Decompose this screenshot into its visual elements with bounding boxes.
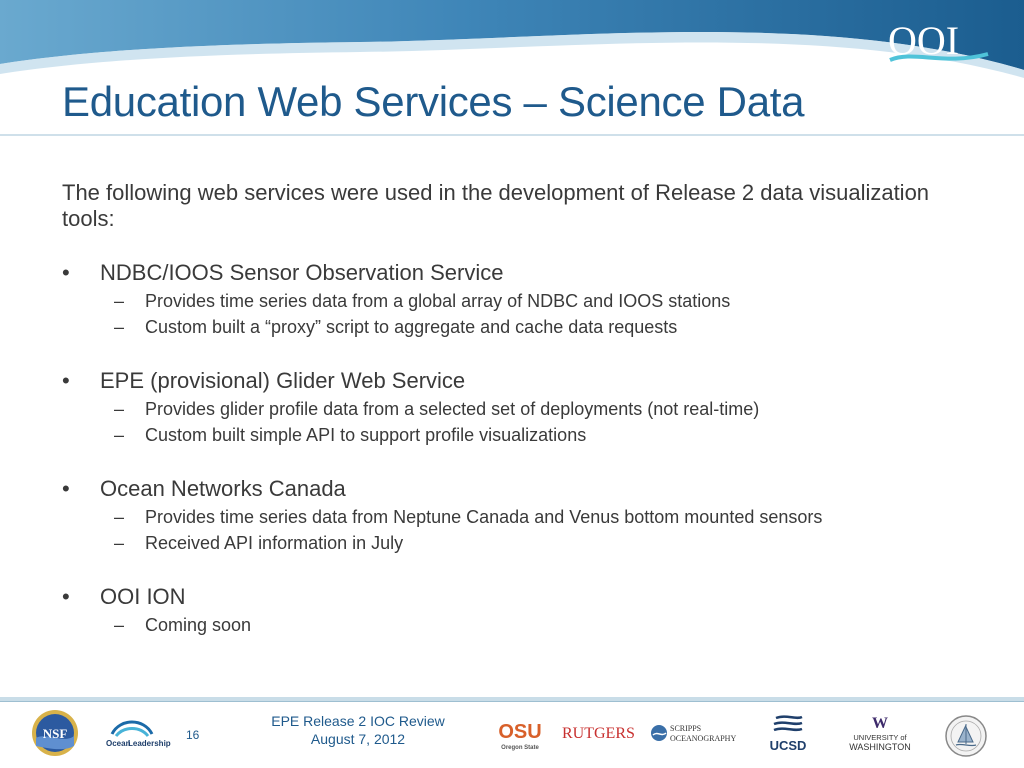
bullet-text: NDBC/IOOS Sensor Observation Service [100,260,504,285]
sub-bullet [62,396,982,422]
slide-title: Education Web Services – Science Data [62,78,805,125]
svg-text:OCEANOGRAPHY: OCEANOGRAPHY [670,734,737,743]
svg-text:UNIVERSITY of: UNIVERSITY of [853,733,907,742]
sub-bullet-text: Custom built simple API to support profile visualizations [145,425,587,445]
svg-text:Oregon State: Oregon State [501,745,539,751]
sub-bullet [62,612,982,638]
bullet-glyph: • [62,260,70,285]
bullet-section [62,582,982,638]
svg-text:Leadership: Leadership [128,739,171,748]
sub-bullet-text: Received API information in July [145,533,404,553]
dash-glyph: – [114,317,125,337]
osu-logo [500,714,540,754]
svg-text:W: W [872,715,888,732]
sub-bullet [62,314,982,340]
bullet-section [62,258,982,340]
sub-bullet-text: Custom built a “proxy” script to aggregate and cache data requests [145,317,678,337]
dash-glyph: – [114,615,125,635]
ocean-leadership-logo [104,712,171,758]
bullet-item [62,582,982,612]
title-divider [0,134,1024,136]
bullet-glyph: • [62,476,70,501]
svg-text:WASHINGTON: WASHINGTON [849,742,911,752]
bullet-item [62,474,982,504]
whoi-seal-logo [944,714,988,758]
sub-bullet [62,288,982,314]
dash-glyph: – [114,507,125,527]
footer-divider-line [0,701,1024,702]
bullet-item [62,258,982,288]
svg-text:OSU: OSU [498,721,542,743]
bullet-section [62,474,982,556]
svg-text:NSF: NSF [42,726,68,741]
sub-bullet [62,422,982,448]
footer-caption [250,712,466,748]
sub-bullet [62,530,982,556]
dash-glyph: – [114,425,125,445]
footer-line-2: August 7, 2012 [310,731,406,747]
nsf-logo [30,708,80,758]
ucsd-logo [762,712,814,756]
bullet-section [62,366,982,448]
scripps-logo [650,720,740,750]
svg-text:UCSD: UCSD [769,738,807,753]
sub-bullet-text: Provides glider profile data from a selected set of deployments (not real-time) [145,399,760,419]
sub-bullet-text: Coming soon [145,615,252,635]
svg-text:Ocean: Ocean [106,739,131,748]
bullet-text: OOI ION [100,584,186,609]
svg-text:OOI: OOI [888,18,960,63]
intro-text: The following web services were used in the development of Release 2 data visualization tools: [62,180,930,231]
rutgers-logo [560,718,636,748]
bullet-glyph: • [62,368,70,393]
sub-bullet-text: Provides time series data from a global array of NDBC and IOOS stations [145,291,731,311]
page-number: 16 [186,728,200,742]
bullet-text: Ocean Networks Canada [100,476,346,501]
ooi-logo [884,14,996,70]
bullet-item [62,366,982,396]
slide-body [62,180,982,664]
bullet-text: EPE (provisional) Glider Web Service [100,368,466,393]
bullet-glyph: • [62,584,70,609]
sub-bullet-text: Provides time series data from Neptune Canada and Venus bottom mounted sensors [145,507,823,527]
footer-line-1: EPE Release 2 IOC Review [271,713,445,729]
dash-glyph: – [114,533,125,553]
sub-bullet [62,504,982,530]
dash-glyph: – [114,291,125,311]
dash-glyph: – [114,399,125,419]
svg-text:SCRIPPS: SCRIPPS [670,724,702,733]
uw-logo [842,712,918,756]
svg-text:RUTGERS: RUTGERS [562,725,635,742]
